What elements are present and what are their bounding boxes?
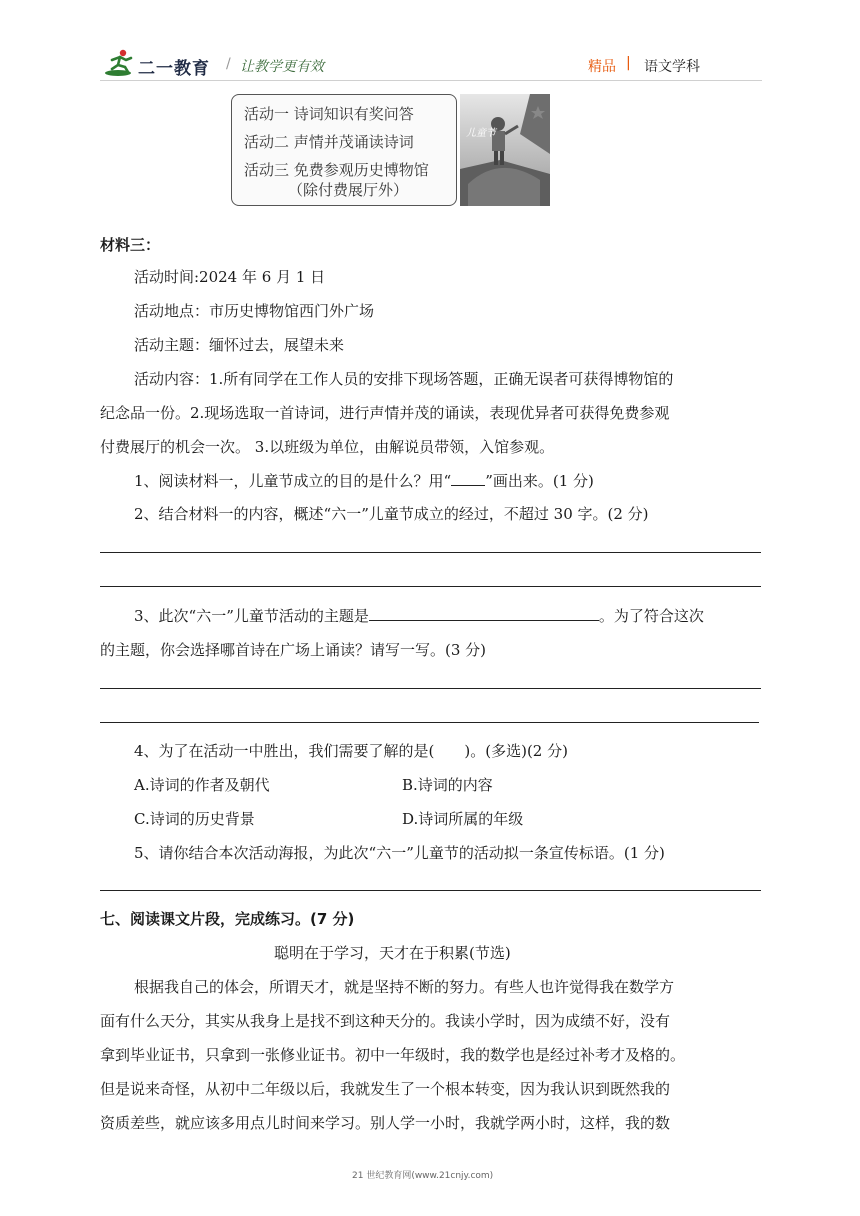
question-1-underline-sample [451, 485, 485, 486]
activity-content-line-1: 活动内容：1.所有同学在工作人员的安排下现场答题，正确无误者可获得博物馆的 [134, 370, 674, 388]
section7-passage-title: 聪明在于学习，天才在于积累(节选) [274, 944, 511, 962]
question-4-option-c[interactable]: C.诗词的历史背景 [134, 810, 255, 828]
activity-content-line-3: 付费展厅的机会一次。 3.以班级为单位，由解说员带领，入馆参观。 [100, 438, 555, 456]
question-2: 2、结合材料一的内容，概述“六一”儿童节成立的经过，不超过 30 字。(2 分) [134, 505, 649, 523]
question-4-option-d[interactable]: D.诗词所属的年级 [402, 810, 524, 828]
question-5: 5、请你结合本次活动海报，为此次“六一”儿童节的活动拟一条宣传标语。(1 分) [134, 844, 665, 862]
question-3-answer-line-2[interactable] [100, 722, 759, 723]
passage-line-1: 根据我自己的体会，所谓天才，就是坚持不断的努力。有些人也许觉得我在数学方 [134, 978, 675, 996]
question-2-answer-line-2[interactable] [100, 586, 761, 587]
childrens-day-poster-image [460, 94, 550, 206]
question-1 [134, 470, 594, 491]
header-logo [104, 48, 216, 78]
question-4-option-a[interactable]: A.诗词的作者及朝代 [134, 776, 270, 794]
question-1-text-a: 1、阅读材料一，儿童节成立的目的是什么？用“ [134, 472, 452, 490]
question-2-answer-line-1[interactable] [100, 552, 761, 553]
question-3-continued: 的主题，你会选择哪首诗在广场上诵读？请写一写。(3 分) [100, 641, 487, 659]
poster-activity-2: 活动二 声情并茂诵读诗词 [244, 133, 414, 151]
passage-line-3: 拿到毕业证书，只拿到一张修业证书。初中一年级时，我的数学也是经过补考才及格的。 [100, 1046, 686, 1064]
quality-badge: 精品 [588, 59, 616, 75]
poster-activity-3: 活动三 免费参观历史博物馆 [244, 161, 429, 179]
passage-line-5: 资质差些，就应该多用点儿时间来学习。别人学一小时，我就学两小时，这样，我的数 [100, 1114, 671, 1132]
poster-activity-3-note: （除付费展厅外） [288, 181, 409, 199]
activity-theme: 活动主题：缅怀过去，展望未来 [134, 336, 345, 354]
logo-text: 二一教育 [138, 59, 210, 79]
activity-place: 活动地点：市历史博物馆西门外广场 [134, 302, 375, 320]
header-slash: / [226, 56, 231, 72]
question-4: 4、为了在活动一中胜出，我们需要了解的是( )。(多选)(2 分) [134, 742, 568, 760]
activity-content-line-2: 纪念品一份。2.现场选取一首诗词，进行声情并茂的诵读，表现优异者可获得免费参观 [100, 404, 670, 422]
subject-label: 语文学科 [644, 59, 700, 75]
question-3-answer-line-1[interactable] [100, 688, 761, 689]
passage-line-4: 但是说来奇怪，从初中二年级以后，我就发生了一个根本转变，因为我认识到既然我的 [100, 1080, 671, 1098]
question-3-text-b: 。为了符合这次 [598, 607, 704, 625]
activity-time: 活动时间:2024 年 6 月 1 日 [134, 268, 326, 286]
question-3 [134, 605, 704, 626]
question-5-answer-line[interactable] [100, 890, 761, 891]
header-slogan: 让教学更有效 [240, 59, 324, 75]
question-3-answer-blank[interactable] [369, 620, 599, 621]
header-divider [100, 80, 762, 81]
question-3-text-a: 3、此次“六一”儿童节活动的主题是 [134, 607, 369, 625]
question-4-option-b[interactable]: B.诗词的内容 [402, 776, 493, 794]
header-separator: | [626, 55, 631, 71]
runner-logo-icon [104, 48, 138, 78]
poster-activity-1: 活动一 诗词知识有奖问答 [244, 105, 414, 123]
passage-line-2: 面有什么天分，其实从我身上是找不到这种天分的。我读小学时，因为成绩不好，没有 [100, 1012, 671, 1030]
section7-heading: 七、阅读课文片段，完成练习。(7 分) [100, 910, 355, 928]
poster-image-label: 儿童节 [466, 128, 496, 139]
page-footer: 21 世纪教育网(www.21cnjy.com) [352, 1171, 494, 1181]
question-1-text-b: ”画出来。(1 分) [485, 472, 594, 490]
material3-heading: 材料三： [100, 236, 161, 254]
